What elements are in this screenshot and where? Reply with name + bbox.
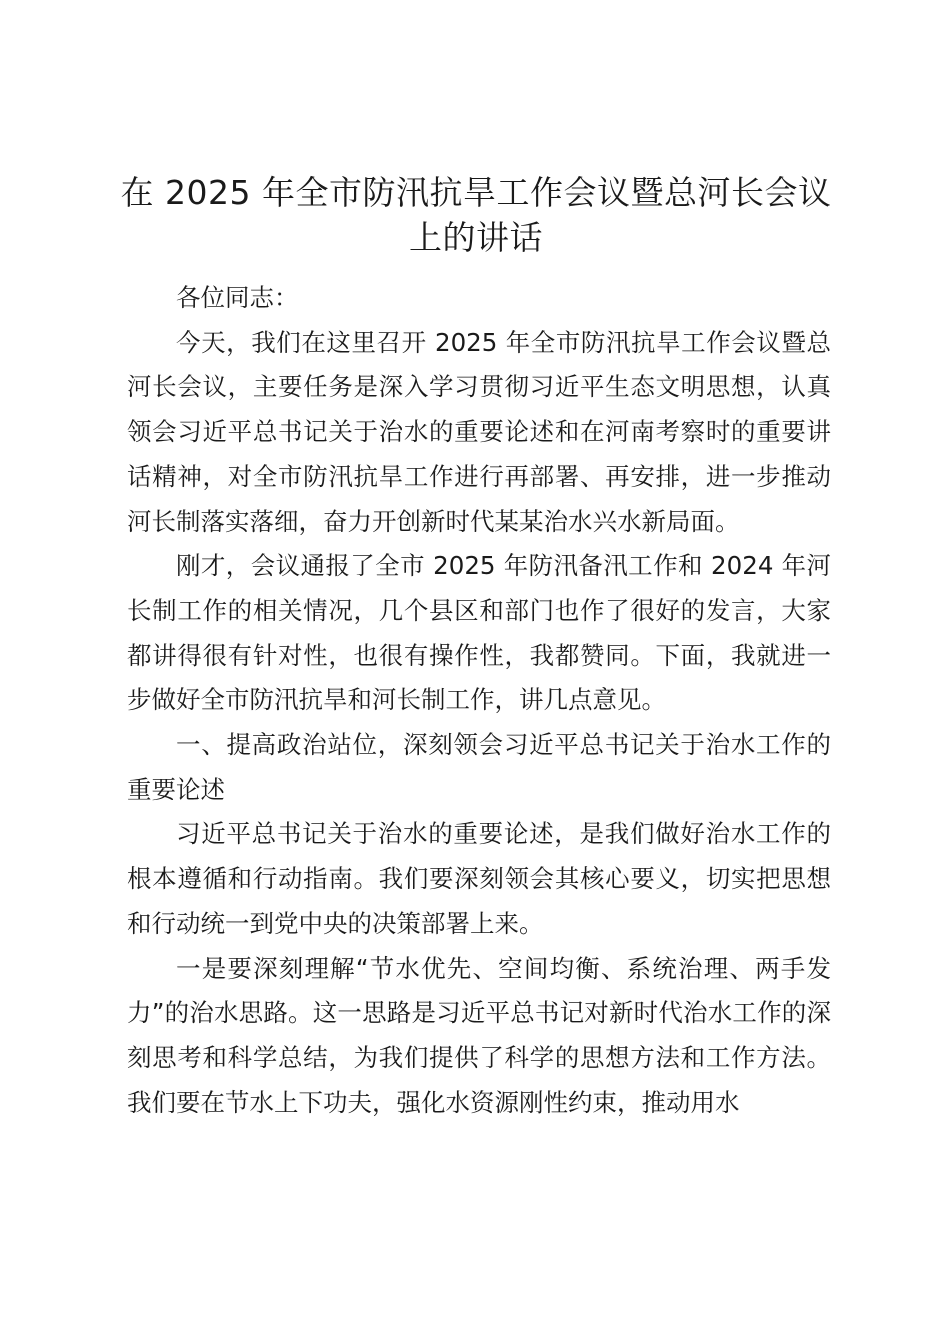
document-body	[127, 276, 831, 1125]
paragraph-section-1-intro: 习近平总书记关于治水的重要论述，是我们做好治水工作的根本遵循和行动指南。我们要深刻领会其核心要义，切实把思想和行动统一到党中央的决策部署上来。	[127, 819, 831, 938]
paragraph-review: 刚才，会议通报了全市 2025 年防汛备汛工作和 2024 年河长制工作的相关情况，几个县区和部门也作了很好的发言，大家都讲得很有针对性，也很有操作性，我都赞同。下面，我就进一步做好全市防汛抗旱和河长制工作，讲几点意见。	[127, 551, 831, 715]
salutation: 各位同志：	[176, 283, 299, 312]
paragraph-point-1: 一是要深刻理解“节水优先、空间均衡、系统治理、两手发力”的治水思路。这一思路是习近平总书记对新时代治水工作的深刻思考和科学总结，为我们提供了科学的思想方法和工作方法。我们要在节水上下功夫，强化水资源刚性约束，推动用水	[127, 953, 831, 1117]
document-title: 在 2025 年全市防汛抗旱工作会议暨总河长会议上的讲话	[120, 173, 832, 257]
section-heading-1: 一、提高政治站位，深刻领会习近平总书记关于治水工作的重要论述	[127, 730, 831, 804]
paragraph-opening: 今天，我们在这里召开 2025 年全市防汛抗旱工作会议暨总河长会议，主要任务是深入学习贯彻习近平生态文明思想，认真领会习近平总书记关于治水的重要论述和在河南考察时的重要讲话精神，对全市防汛抗旱工作进行再部署、再安排，进一步推动河长制落实落细，奋力开创新时代某某治水兴水新局面。	[127, 327, 831, 536]
